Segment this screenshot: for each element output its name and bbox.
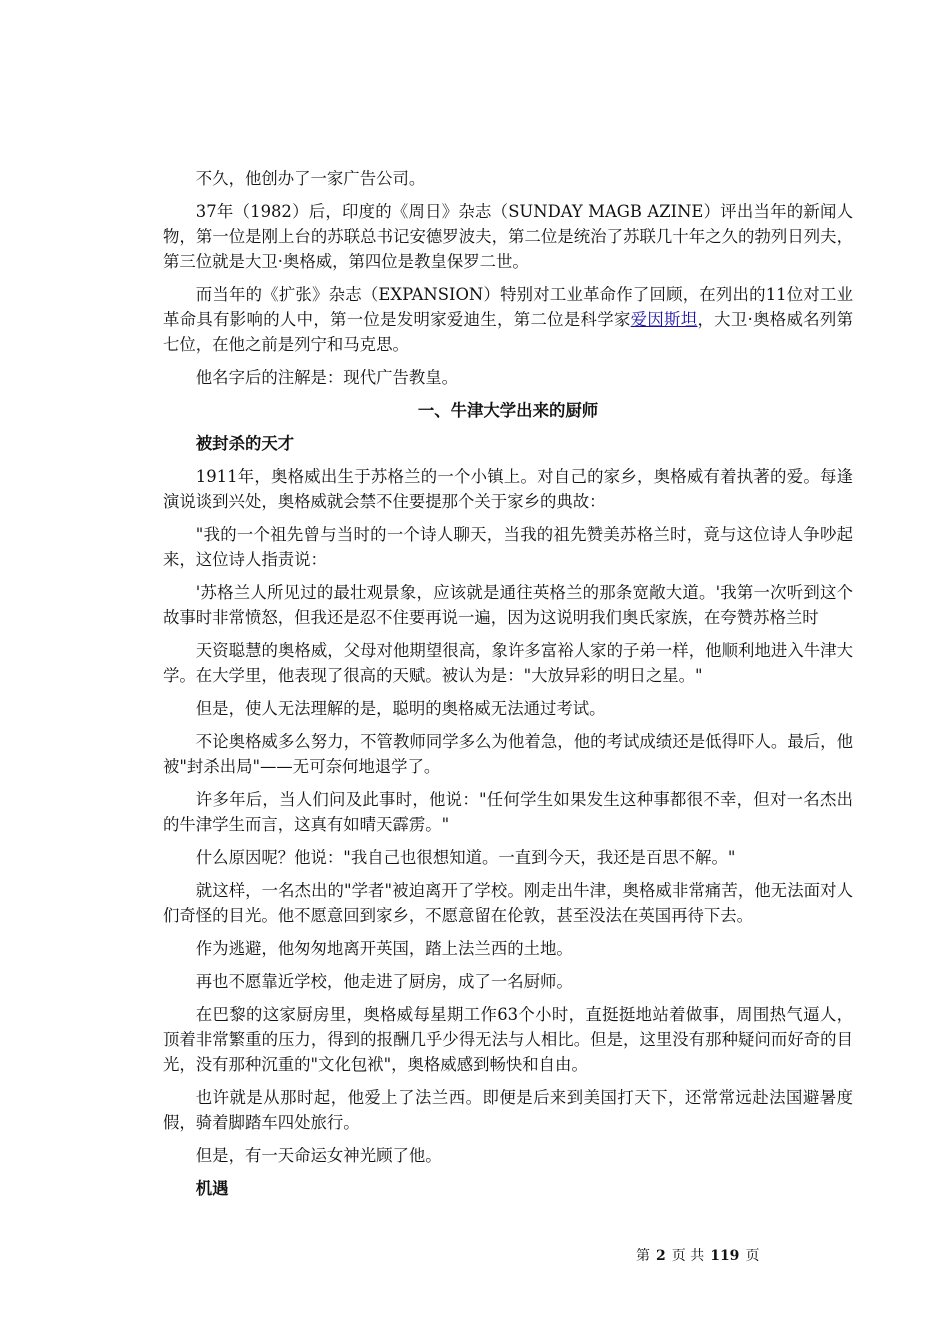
paragraph: 天资聪慧的奥格威，父母对他期望很高，象许多富裕人家的子弟一样，他顺利地进入牛津大学。在大学里，他表现了很高的天赋。被认为是："大放异彩的明日之星。": [163, 641, 853, 685]
paragraph-text: 而当年的《扩张》杂志（EXPANSION）特别对工业革命作了回顾，在列出的11位对工业革命具有影响的人中，第一位是发明家爱迪生，第二位是科学家: [163, 285, 853, 329]
paragraph: 他名字后的注解是：现代广告教皇。: [195, 368, 459, 387]
paragraph: 就这样，一名杰出的"学者"被迫离开了学校。刚走出牛津，奥格威非常痛苦，他无法面对人们奇怪的目光。他不愿意回到家乡，不愿意留在伦敦，甚至没法在英国再待下去。: [163, 881, 853, 925]
paragraph: 不久，他创办了一家广告公司。: [195, 169, 426, 188]
paragraph-text: ，大卫·奥格威名列第七位，在他之前是列宁和马克思。: [163, 310, 853, 354]
current-page-number: 2: [656, 1248, 666, 1264]
paragraph: [163, 282, 853, 357]
page-footer: [636, 1246, 759, 1266]
total-page-count: 119: [710, 1248, 740, 1264]
footer-suffix: 页: [745, 1248, 760, 1264]
paragraph: 在巴黎的这家厨房里，奥格威每星期工作63个小时，直挺挺地站着做事，周围热气逼人，顶着非常繁重的压力，得到的报酬几乎少得无法与人相比。但是，这里没有那种疑问而好奇的目光，没有那种沉重的"文化包袱"，奥格威感到畅快和自由。: [163, 1005, 853, 1074]
paragraph: 但是，使人无法理解的是，聪明的奥格威无法通过考试。: [195, 699, 606, 718]
paragraph: 但是，有一天命运女神光顾了他。: [195, 1146, 442, 1165]
footer-prefix: 第: [636, 1248, 650, 1264]
document-body: [163, 166, 853, 1209]
paragraph: 1911年，奥格威出生于苏格兰的一个小镇上。对自己的家乡，奥格威有着执著的爱。每逢演说谈到兴处，奥格威就会禁不住要提那个关于家乡的典故：: [163, 467, 853, 511]
footer-middle: 页 共: [671, 1248, 705, 1264]
subsection-heading: 被封杀的天才: [195, 434, 295, 453]
paragraph: "我的一个祖先曾与当时的一个诗人聊天，当我的祖先赞美苏格兰时，竟与这位诗人争吵起来，这位诗人指责说：: [163, 525, 853, 569]
section-heading: 一、牛津大学出来的厨师: [417, 401, 599, 420]
paragraph: 作为逃避，他匆匆地离开英国，踏上法兰西的土地。: [195, 939, 573, 958]
subsection-heading: 机遇: [195, 1179, 229, 1198]
paragraph: '苏格兰人所见过的最壮观景象，应该就是通往英格兰的那条宽敞大道。'我第一次听到这个故事时非常愤怒，但我还是忍不住要再说一遍，因为这说明我们奥氏家族，在夸赞苏格兰时: [163, 583, 853, 627]
paragraph: 不论奥格威多么努力，不管教师同学多么为他着急，他的考试成绩还是低得吓人。最后，他被"封杀出局"——无可奈何地退学了。: [163, 732, 853, 776]
paragraph: 再也不愿靠近学校，他走进了厨房，成了一名厨师。: [195, 972, 573, 991]
paragraph: 什么原因呢？他说："我自己也很想知道。一直到今天，我还是百思不解。": [195, 848, 736, 867]
paragraph: 许多年后，当人们问及此事时，他说："任何学生如果发生这种事都很不幸，但对一名杰出的牛津学生而言，这真有如晴天霹雳。": [163, 790, 853, 834]
einstein-link[interactable]: 爱因斯坦: [630, 310, 698, 329]
paragraph: 也许就是从那时起，他爱上了法兰西。即便是后来到美国打天下，还常常远赴法国避暑度假，骑着脚踏车四处旅行。: [163, 1088, 853, 1132]
paragraph: 37年（1982）后，印度的《周日》杂志（SUNDAY MAGB AZINE）评出当年的新闻人物，第一位是刚上台的苏联总书记安德罗波夫，第二位是统治了苏联几十年之久的勃列日列夫，第三位就是大卫·奥格威，第四位是教皇保罗二世。: [163, 202, 853, 271]
